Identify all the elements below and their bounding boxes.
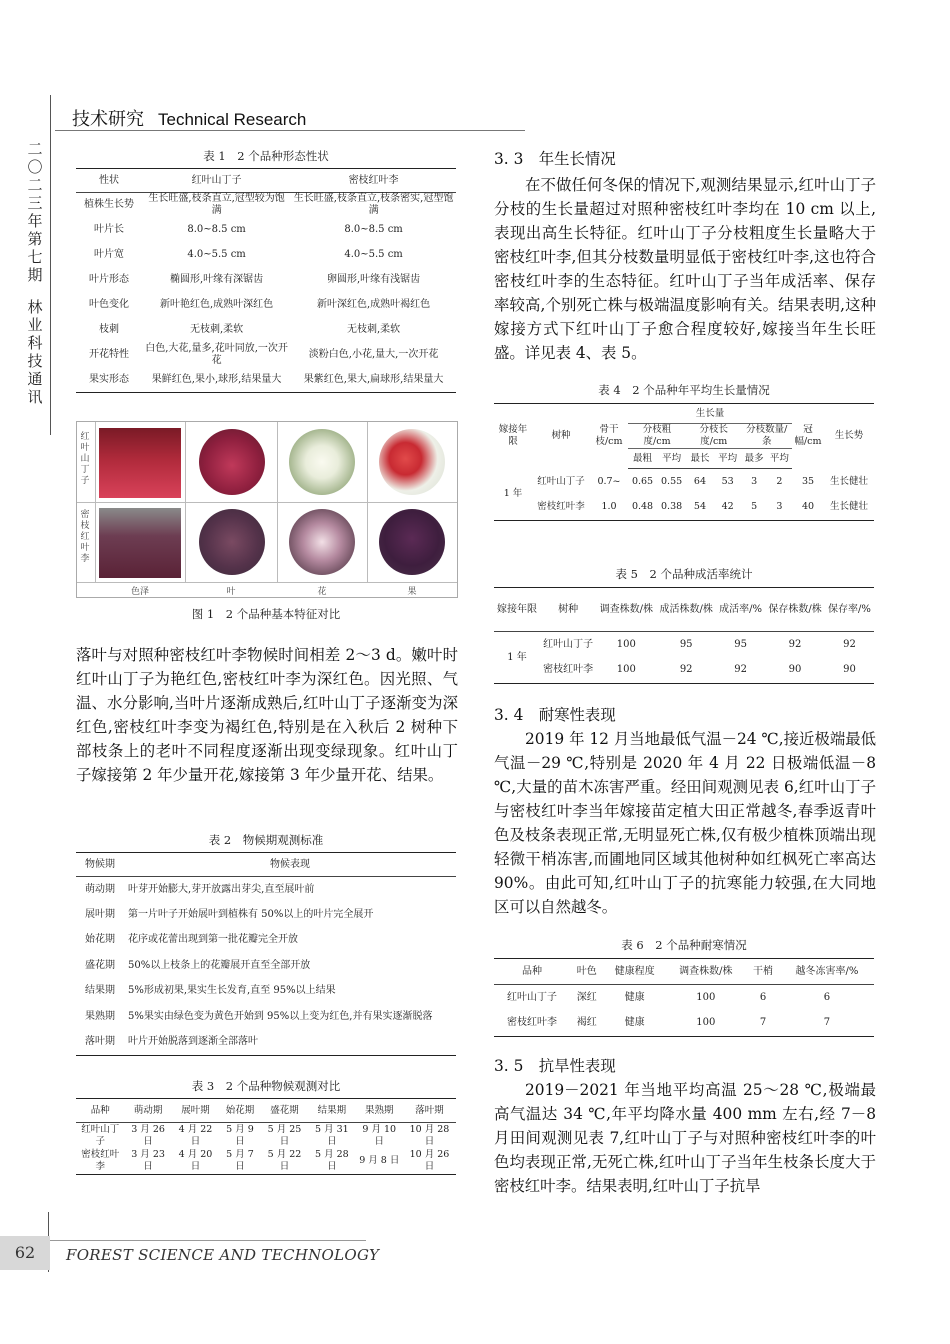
- table1-row: [76, 318, 456, 343]
- table6-cell: 100: [696, 1017, 716, 1029]
- table5-header: 保存株数/株: [765, 588, 825, 632]
- table2-cell: 花序或花蕾出现到第一批花瓣完全开放: [128, 934, 298, 946]
- photo-red-fruit: [379, 429, 445, 495]
- section-header-en: Technical Research: [158, 110, 307, 129]
- table3-header: 始花期: [219, 1099, 261, 1123]
- table4-cell: 64: [693, 475, 706, 487]
- table1-cell: 4.0~5.5 cm: [187, 249, 246, 260]
- table3-row: [76, 1149, 456, 1175]
- table4: [494, 403, 874, 521]
- table4-cell: 生长健壮: [829, 501, 868, 513]
- table4-cell: 5: [751, 501, 758, 513]
- table6-row: [494, 985, 874, 1011]
- table2-cell: 始花期: [85, 934, 115, 946]
- table4-cell: 40: [801, 501, 815, 513]
- table5-caption: 表 5 2 个品种成活率统计: [615, 567, 753, 581]
- table2-row: [76, 877, 456, 903]
- table6-header: 干梢: [746, 959, 780, 985]
- table3-cell: 9 月 10 日: [362, 1123, 397, 1147]
- table4-cell: 35: [801, 475, 815, 487]
- table3-cell: 3 月 26 日: [131, 1123, 165, 1147]
- table4-subheader: 最长: [686, 449, 714, 469]
- table1: [76, 168, 456, 393]
- figure1-col-label: 花: [317, 587, 327, 597]
- table4-cell: 0.55: [661, 475, 683, 487]
- photo-purple-fruit: [379, 509, 445, 575]
- table1-cell: 8.0~8.5 cm: [187, 224, 246, 235]
- table6-cell: 7: [759, 1017, 767, 1029]
- table4-cell: 0.7~: [597, 475, 621, 487]
- figure1-col-label: 色泽: [130, 587, 149, 597]
- table4-header: 生长量: [628, 404, 792, 424]
- table6-cell: 100: [696, 991, 716, 1003]
- photo-pink-flower: [289, 509, 355, 575]
- table2-cell: 萌动期: [85, 883, 115, 895]
- table6-header: 调查株数/株: [666, 959, 747, 985]
- table6-cell: 6: [759, 991, 767, 1003]
- table1-cell: 果紫红色,果大,扁球形,结果量大: [303, 373, 444, 385]
- table5-cell: 90: [788, 664, 802, 676]
- table2-cell: 果熟期: [85, 1010, 115, 1022]
- table2-header: 物候表现: [124, 853, 456, 877]
- table5-cell: 92: [734, 664, 747, 676]
- table5-cell: 92: [788, 638, 802, 650]
- table1-cell: 淡粉白色,小花,量大,一次开花: [308, 349, 439, 360]
- table2-row: [76, 902, 456, 928]
- table5-cell: 90: [843, 664, 856, 676]
- photo-red-hedge: [99, 428, 181, 498]
- table2-cell: 盛花期: [85, 959, 115, 971]
- table4-cell: 0.48: [631, 501, 654, 513]
- table4-cell: 53: [721, 475, 734, 487]
- table3-cell: 5 月 28 日: [315, 1149, 349, 1173]
- table1-cell: 开花特性: [89, 349, 129, 360]
- table4-caption: 表 4 2 个品种年平均生长量情况: [598, 383, 770, 397]
- table1-cell: 植株生长势: [84, 199, 134, 211]
- table1-row: [76, 293, 456, 318]
- table2-cell: 5%形成初果,果实生长发育,直至 95%以上结果: [128, 985, 336, 997]
- table5-cell: 92: [679, 664, 693, 676]
- table5-year: 1 年: [507, 651, 527, 663]
- table3-cell: 3 月 23 日: [131, 1149, 165, 1173]
- table1-cell: 8.0~8.5 cm: [344, 224, 403, 235]
- table3-cell: 5 月 22 日: [267, 1149, 302, 1173]
- table5-header: 保存率/%: [825, 588, 874, 632]
- table2-cell: 第一片叶子开始展叶到植株有 50%以上的叶片完全展开: [128, 908, 374, 920]
- table5-cell: 密枝红叶李: [543, 664, 594, 676]
- table3-cell: 4 月 20 日: [178, 1149, 213, 1173]
- table4-header: 骨干枝/cm: [595, 424, 623, 448]
- section-3-4-title: 3. 4 耐寒性表现: [494, 706, 616, 724]
- table1-header: 密枝红叶李: [291, 169, 456, 193]
- figure1-row-label: 红叶山丁子: [80, 432, 90, 486]
- table5-header: 嫁接年限: [494, 588, 540, 632]
- table6-cell: 深红: [576, 991, 597, 1003]
- table1-cell: 生长旺盛,枝条直立,枝条密实,冠型饱满: [293, 193, 454, 217]
- table3-caption: 表 3 2 个品种物候观测对比: [191, 1079, 341, 1093]
- table2-cell: 结果期: [85, 985, 115, 997]
- figure1-caption: 图 1 2 个品种基本特征对比: [191, 607, 341, 621]
- table6-caption: 表 6 2 个品种耐寒情况: [621, 938, 747, 952]
- table1-cell: 枝刺: [99, 324, 119, 335]
- table4-subheader: 平均: [714, 449, 742, 469]
- side-rule: [50, 95, 51, 435]
- table5-cell: 100: [616, 664, 636, 676]
- section-header: [72, 105, 306, 131]
- table1-cell: 果实形态: [89, 373, 129, 385]
- table1-cell: 叶片宽: [94, 249, 124, 260]
- table3-cell: 红叶山丁子: [81, 1123, 120, 1147]
- side-journal: 林业科技通讯: [27, 298, 43, 406]
- table5: [494, 587, 874, 684]
- table4-cell: 生长健壮: [829, 475, 868, 487]
- table1-cell: 叶片长: [94, 224, 124, 235]
- table4-header: 冠幅/cm: [794, 424, 822, 448]
- table1-cell: 叶色变化: [89, 299, 129, 310]
- table4-subheader: 最多: [741, 449, 766, 469]
- table3-header: 展叶期: [172, 1099, 219, 1123]
- table4-header: 树种: [551, 430, 571, 442]
- table2-caption: 表 2 物候期观测标准: [208, 833, 324, 847]
- table4-header: 嫁接年限: [498, 424, 528, 448]
- table4-cell: 1.0: [601, 501, 617, 513]
- table2: [76, 852, 456, 1056]
- table2-row: [76, 1004, 456, 1030]
- table3-cell: 4 月 22 日: [178, 1123, 213, 1147]
- table5-cell: 95: [679, 638, 693, 650]
- table1-cell: 无枝刺,柔软: [189, 324, 244, 335]
- table1-cell: 叶片形态: [89, 274, 129, 285]
- table6-cell: 褐红: [576, 1017, 597, 1029]
- table4-cell: 3: [751, 475, 758, 487]
- section-3-5-title: 3. 5 抗旱性表现: [494, 1057, 616, 1075]
- photo-white-flower: [289, 429, 355, 495]
- figure1-col-label: 叶: [226, 587, 236, 597]
- table3-cell: 5 月 9 日: [226, 1123, 254, 1147]
- table4-subheader: 平均: [657, 449, 686, 469]
- figure1-col-label: 果: [407, 587, 417, 597]
- table2-cell: 叶片开始脱落到逐渐全部落叶: [128, 1036, 258, 1047]
- table1-cell: 椭圆形,叶缘有深锯齿: [169, 274, 264, 285]
- table4-cell: 0.38: [661, 501, 683, 513]
- table3-cell: 9 月 8 日: [359, 1155, 400, 1167]
- table3-cell: 5 月 25 日: [267, 1123, 302, 1147]
- body-paragraph: 落叶与对照种密枝红叶李物候时间相差 2～3 d。嫩叶时红叶山丁子为艳红色,密枝红叶李为深红色。因光照、气温、水分影响,当叶片逐渐成熟后,红叶山丁子逐渐变为深红色,密枝红叶李变为褐红色,特别是在入秋后 2 树种下部枝条上的老叶不同程度逐渐出现变绿现象。红叶山丁子嫁接第 2 年少量开花,嫁接第 3 年少量开花、结果。: [76, 646, 458, 784]
- table4-header: 分枝数量/条: [741, 424, 792, 449]
- table3-header: 果熟期: [356, 1099, 403, 1123]
- footer-journal-name: FOREST SCIENCE AND TECHNOLOGY: [66, 1246, 380, 1264]
- table6-cell: 红叶山丁子: [506, 991, 557, 1003]
- table4-year: 1 年: [503, 488, 523, 500]
- table3-cell: 5 月 7 日: [226, 1149, 254, 1173]
- table3-cell: 密枝红叶李: [81, 1149, 120, 1173]
- photo-purple-leaf: [199, 509, 265, 575]
- table2-row: [76, 1030, 456, 1056]
- table2-cell: 叶芽开始膨大,芽开放露出芽尖,直至展叶前: [128, 883, 315, 895]
- table1-cell: 4.0~5.5 cm: [344, 249, 403, 260]
- table3-cell: 10 月 26 日: [409, 1149, 450, 1173]
- photo-purple-hedge: [99, 508, 181, 578]
- table1-cell: 无枝刺,柔软: [346, 324, 401, 335]
- table5-cell: 92: [843, 638, 856, 650]
- page-number: 62: [0, 1236, 50, 1270]
- header-rule: [55, 130, 525, 131]
- table4-cell: 红叶山丁子: [537, 475, 585, 487]
- footer-rule: [50, 1240, 366, 1241]
- table6-header: 叶色: [570, 959, 604, 985]
- table6-row: [494, 1011, 874, 1037]
- table1-cell: 新叶艳红色,成熟叶深红色: [159, 299, 274, 310]
- table5-cell: 95: [734, 638, 747, 650]
- table5-header: 树种: [540, 588, 596, 632]
- table1-row: [76, 243, 456, 268]
- section-3-3-title: 3. 3 年生长情况: [494, 150, 616, 168]
- table3: [76, 1098, 456, 1175]
- table6-cell: 健康: [624, 991, 645, 1003]
- table4-cell: 2: [776, 475, 783, 487]
- table1-row: [76, 268, 456, 293]
- table1-cell: 白色,大花,量多,花叶同放,一次开花: [145, 343, 288, 366]
- table6-cell: 7: [823, 1017, 831, 1029]
- table6: [494, 958, 874, 1037]
- table1-cell: 果鲜红色,果小,球形,结果量大: [151, 373, 282, 385]
- side-issue: 二〇二三年第七期: [27, 140, 43, 284]
- table4-subheader: 平均: [767, 449, 792, 469]
- table1-caption: 表 1 2 个品种形态性状: [203, 149, 329, 163]
- table3-header: 盛花期: [261, 1099, 308, 1123]
- table2-header: 物候期: [76, 853, 124, 877]
- table2-row: [76, 928, 456, 954]
- table5-cell: 红叶山丁子: [543, 638, 594, 650]
- table1-cell: 新叶深红色,成熟叶褐红色: [316, 299, 431, 310]
- section-3-4-text: 2019 年 12 月当地最低气温－24 ℃,接近极端最低气温－29 ℃,特别是 2020 年 4 月 22 日极端低温－8 ℃,大量的苗木冻害严重。经田间观测见表 6,红叶山丁子与密枝红叶李当年嫁接苗定植大田正常越冬,春季返青叶色及枝条表现正常,无明显死亡株,仅有极少植株顶端出现轻微干梢冻害,而圃地同区域其他树种如红枫死亡率高达 90%。由此可知,红叶山丁子的抗寒能力较强,在大同地区可以自然越冬。: [494, 730, 876, 916]
- table5-header: 成活株数/株: [656, 588, 716, 632]
- table3-header: 萌动期: [124, 1099, 171, 1123]
- table4-cell: 密枝红叶李: [537, 501, 585, 513]
- photo-red-leaf: [199, 429, 265, 495]
- table4-header: 生长势: [834, 430, 864, 442]
- table3-cell: 5 月 31 日: [315, 1123, 349, 1147]
- table6-header: 品种: [494, 959, 570, 985]
- table4-header: 分枝粗度/cm: [628, 424, 686, 449]
- table3-row: [76, 1123, 456, 1149]
- table6-cell: 密枝红叶李: [506, 1017, 557, 1029]
- table3-cell: 10 月 28 日: [409, 1123, 450, 1147]
- table5-header: 调查株数/株: [596, 588, 656, 632]
- section-3-5-text: 2019－2021 年当地平均高温 25～28 ℃,极端最高气温达 34 ℃,年平均降水量 400 mm 左右,经 7－8 月田间观测见表 7,红叶山丁子与对照种密枝红叶李的叶色均表现正常,无死亡株,红叶山丁子当年生枝条长度大于密枝红叶李。结果表明,红叶山丁子抗旱: [494, 1081, 876, 1195]
- table2-row: [76, 979, 456, 1005]
- table6-cell: 6: [823, 991, 831, 1003]
- table4-cell: 54: [693, 501, 706, 513]
- table2-row: [76, 953, 456, 979]
- table5-header: 成活率/%: [716, 588, 765, 632]
- table1-header: 红叶山丁子: [142, 169, 291, 193]
- figure1: [76, 421, 458, 598]
- figure1-row-label: 密枝红叶李: [80, 510, 90, 564]
- table6-cell: 健康: [624, 1017, 645, 1029]
- table1-row: [76, 218, 456, 243]
- table6-header: 越冬冻害率/%: [780, 959, 874, 985]
- side-issue-text: [26, 140, 44, 406]
- table1-row: [76, 343, 456, 368]
- table2-cell: 展叶期: [85, 908, 115, 920]
- section-3-3-text: 在不做任何冬保的情况下,观测结果显示,红叶山丁子分枝的生长量超过对照种密枝红叶李均在 10 cm 以上,表现出高生长特征。红叶山丁子分枝粗度生长量略大于密枝红叶李,但其分枝数量明显低于密枝红叶李,这也符合密枝红叶李的生态特征。红叶山丁子当年成活率、保存率较高,个别死亡株与极端温度影响有关。结果表明,这种嫁接方式下红叶山丁子愈合程度较好,嫁接当年生长旺盛。详见表 4、表 5。: [494, 176, 876, 362]
- table3-header: 结果期: [308, 1099, 355, 1123]
- table2-cell: 落叶期: [85, 1036, 115, 1047]
- table1-header: 性状: [76, 169, 142, 193]
- table1-row: [76, 193, 456, 218]
- table5-cell: 100: [616, 638, 636, 650]
- table6-header: 健康程度: [604, 959, 666, 985]
- table4-cell: 42: [721, 501, 734, 513]
- table4-cell: 3: [776, 501, 783, 513]
- table4-cell: 0.65: [631, 475, 654, 487]
- table2-cell: 5%果实由绿色变为黄色开始到 95%以上变为红色,并有果实逐渐脱落: [128, 1010, 433, 1022]
- table1-row: [76, 368, 456, 393]
- table1-cell: 生长旺盛,枝条直立,冠型较为饱满: [148, 193, 285, 217]
- table3-header: 品种: [76, 1099, 124, 1123]
- table3-header: 落叶期: [403, 1099, 456, 1123]
- table2-cell: 50%以上枝条上的花瓣展开直至全部开放: [128, 959, 311, 971]
- table1-cell: 卵圆形,叶缘有浅锯齿: [326, 274, 421, 285]
- table4-header: 分枝长度/cm: [686, 424, 741, 449]
- section-header-cn: 技术研究: [72, 109, 144, 130]
- table4-subheader: 最粗: [628, 449, 657, 469]
